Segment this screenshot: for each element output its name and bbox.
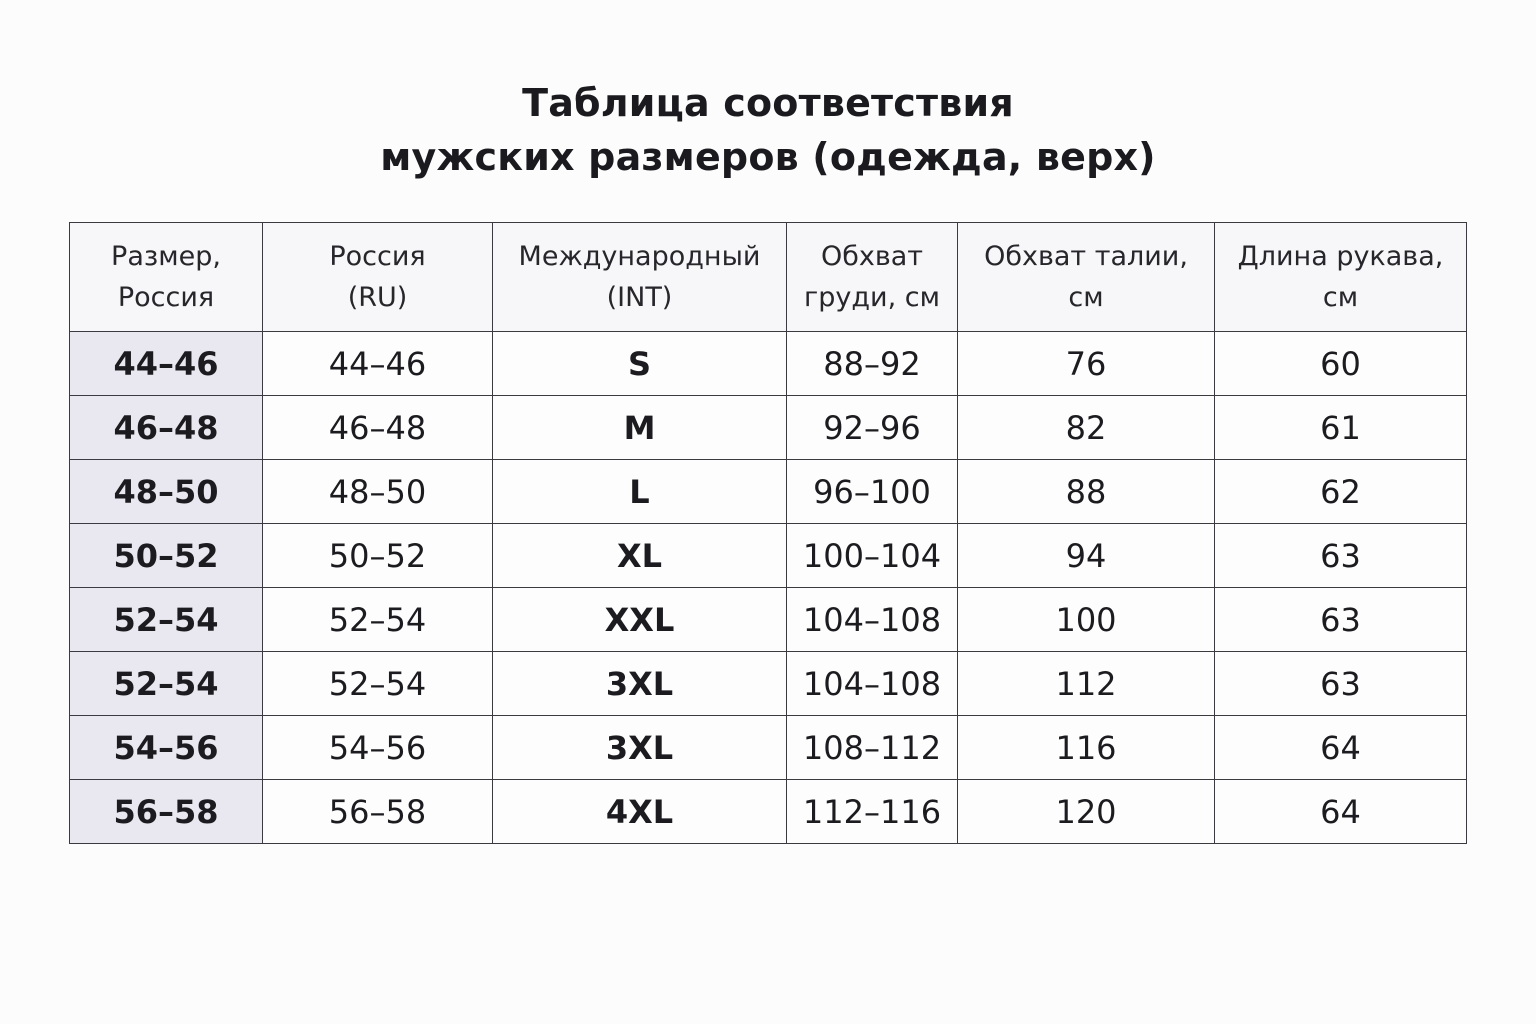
cell-international: XL — [493, 524, 787, 588]
table-row — [70, 396, 1467, 460]
cell-russia-ru: 56–58 — [263, 780, 493, 844]
cell-russia-ru: 52–54 — [263, 652, 493, 716]
header-chest: Обхват груди, см — [787, 223, 958, 332]
cell-russia-ru: 44–46 — [263, 332, 493, 396]
header-international: Международный (INT) — [493, 223, 787, 332]
cell-international: 3XL — [493, 652, 787, 716]
cell-chest: 88–92 — [787, 332, 958, 396]
cell-sleeve: 63 — [1215, 588, 1467, 652]
cell-waist: 120 — [958, 780, 1215, 844]
cell-size-russia: 44–46 — [70, 332, 263, 396]
table-row — [70, 716, 1467, 780]
cell-chest: 96–100 — [787, 460, 958, 524]
cell-size-russia: 48–50 — [70, 460, 263, 524]
cell-waist: 88 — [958, 460, 1215, 524]
table-row — [70, 524, 1467, 588]
cell-sleeve: 63 — [1215, 524, 1467, 588]
cell-waist: 112 — [958, 652, 1215, 716]
cell-chest: 108–112 — [787, 716, 958, 780]
table-row — [70, 460, 1467, 524]
header-waist: Обхват талии, см — [958, 223, 1215, 332]
cell-sleeve: 60 — [1215, 332, 1467, 396]
cell-sleeve: 61 — [1215, 396, 1467, 460]
cell-international: 4XL — [493, 780, 787, 844]
title-line-2: мужских размеров (одежда, верх) — [380, 135, 1156, 179]
cell-size-russia: 50–52 — [70, 524, 263, 588]
cell-sleeve: 64 — [1215, 716, 1467, 780]
table-header-row — [70, 223, 1467, 332]
cell-chest: 100–104 — [787, 524, 958, 588]
cell-international: XXL — [493, 588, 787, 652]
cell-international: S — [493, 332, 787, 396]
header-sleeve: Длина рукава, см — [1215, 223, 1467, 332]
cell-chest: 92–96 — [787, 396, 958, 460]
header-size-russia: Размер, Россия — [70, 223, 263, 332]
cell-size-russia: 52–54 — [70, 652, 263, 716]
table-row — [70, 780, 1467, 844]
cell-chest: 104–108 — [787, 652, 958, 716]
cell-international: L — [493, 460, 787, 524]
size-table — [69, 222, 1467, 844]
cell-size-russia: 46–48 — [70, 396, 263, 460]
cell-sleeve: 63 — [1215, 652, 1467, 716]
table-row — [70, 332, 1467, 396]
cell-size-russia: 52–54 — [70, 588, 263, 652]
cell-size-russia: 56–58 — [70, 780, 263, 844]
table-row — [70, 588, 1467, 652]
cell-russia-ru: 48–50 — [263, 460, 493, 524]
cell-sleeve: 64 — [1215, 780, 1467, 844]
title-line-1: Таблица соответствия — [522, 81, 1014, 125]
page-title — [0, 76, 1536, 184]
cell-size-russia: 54–56 — [70, 716, 263, 780]
cell-sleeve: 62 — [1215, 460, 1467, 524]
cell-chest: 104–108 — [787, 588, 958, 652]
cell-waist: 76 — [958, 332, 1215, 396]
table-row — [70, 652, 1467, 716]
cell-waist: 82 — [958, 396, 1215, 460]
cell-russia-ru: 50–52 — [263, 524, 493, 588]
cell-russia-ru: 54–56 — [263, 716, 493, 780]
cell-waist: 116 — [958, 716, 1215, 780]
cell-russia-ru: 52–54 — [263, 588, 493, 652]
cell-waist: 100 — [958, 588, 1215, 652]
cell-waist: 94 — [958, 524, 1215, 588]
header-russia-ru: Россия (RU) — [263, 223, 493, 332]
cell-international: 3XL — [493, 716, 787, 780]
cell-russia-ru: 46–48 — [263, 396, 493, 460]
cell-international: M — [493, 396, 787, 460]
cell-chest: 112–116 — [787, 780, 958, 844]
